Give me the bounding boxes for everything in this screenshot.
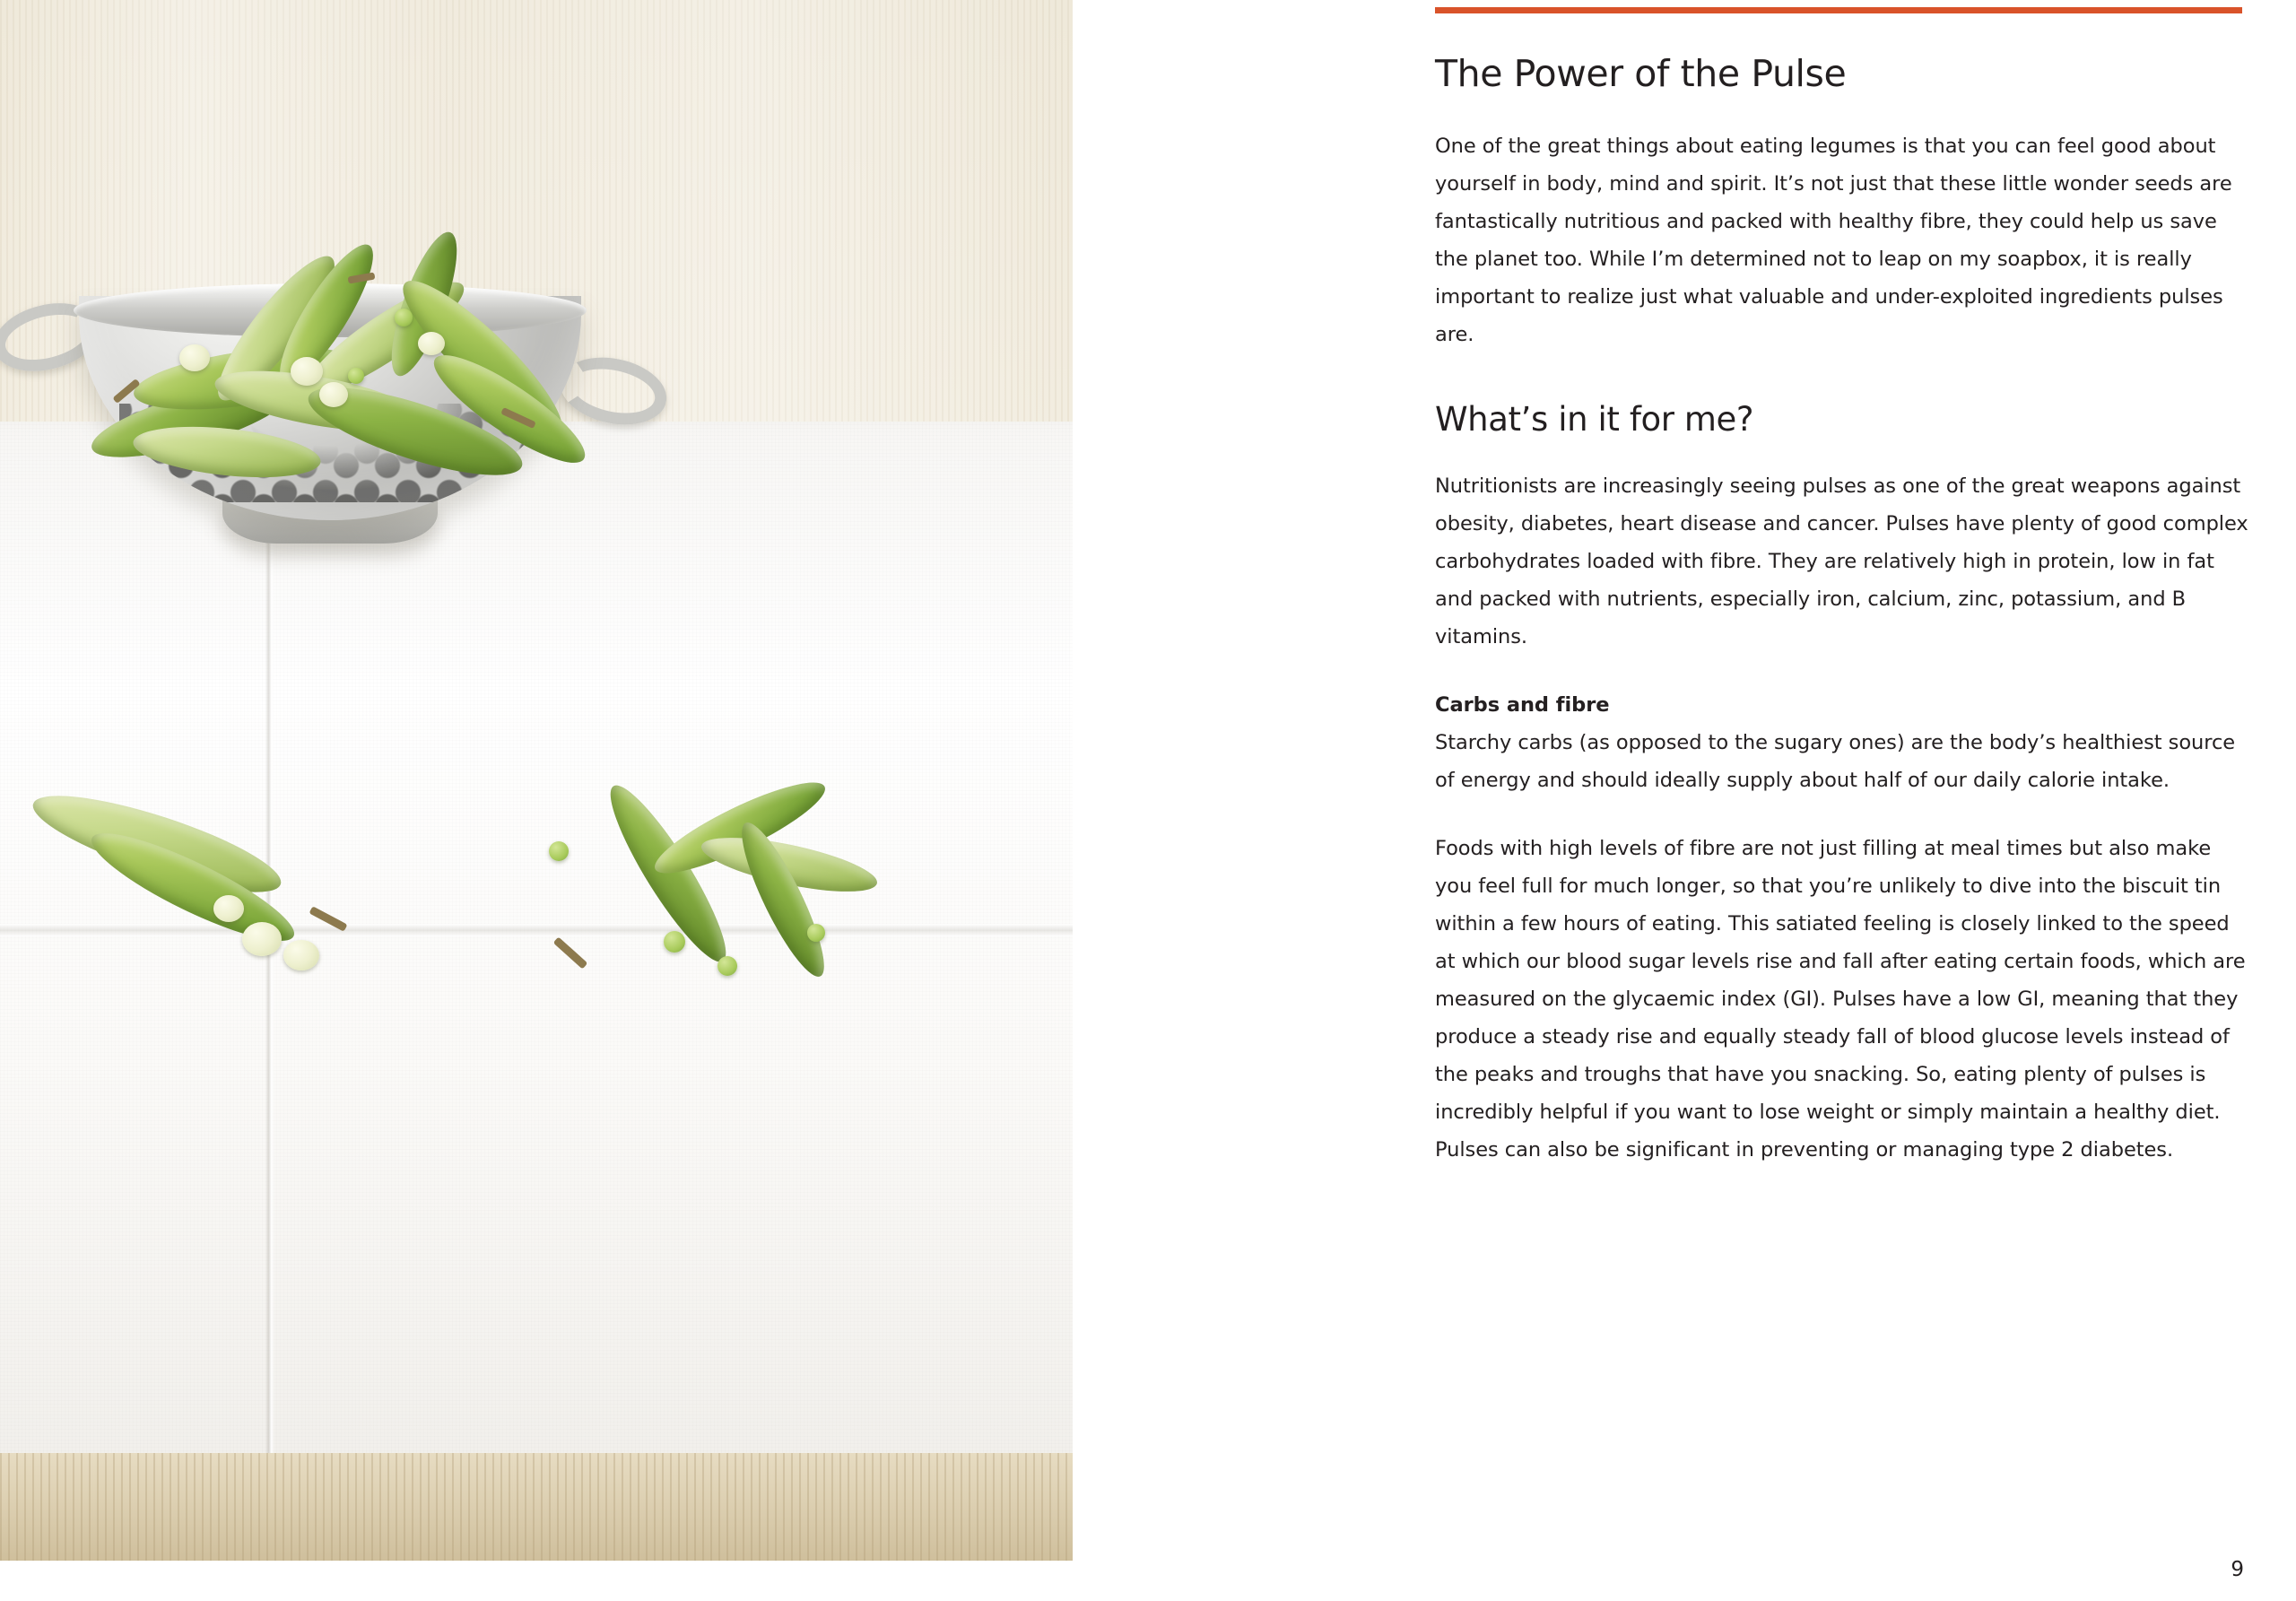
page-right-text	[1073, 0, 2296, 1601]
pods-on-cloth-left	[18, 798, 395, 996]
pod-stem	[309, 906, 347, 932]
page-title: The Power of the Pulse	[1435, 52, 1847, 95]
pea	[549, 841, 569, 861]
intro-paragraph: One of the great things about eating legumes is that you can feel good about yourself in body, mind and spirit. It’s not just that these little wonder seeds are fantastically nutritious and packed with healthy fibre, they could help us save the planet too. While I’m determined not to leap on my soapbox, it is really important to realize just what valuable and under-exploited ingredients pulses are.	[1435, 135, 2232, 346]
broad-bean	[291, 357, 323, 386]
broad-bean	[283, 940, 319, 970]
article-body	[1435, 52, 2249, 1199]
pea	[664, 931, 685, 953]
page-number: 9	[2231, 1558, 2244, 1581]
broad-bean	[319, 382, 348, 407]
subsection-paragraph-1: Starchy carbs (as opposed to the sugary ones) are the body’s healthiest source of energy and should ideally supply about half of our daily calorie intake.	[1435, 731, 2236, 792]
pea-pod	[728, 814, 837, 984]
page-left-photo	[0, 0, 1073, 1601]
subsection-run-in-heading	[1435, 686, 2249, 724]
broad-bean	[179, 344, 210, 371]
section-heading: What’s in it for me?	[1435, 400, 1754, 439]
pea	[807, 924, 825, 942]
pod-stem	[553, 936, 588, 969]
wooden-table-strip	[0, 1453, 1073, 1561]
pea	[348, 368, 364, 384]
pea	[718, 956, 737, 976]
broad-bean-pod	[131, 419, 323, 485]
photo-colander-of-broad-beans-and-pea-pods	[0, 0, 1073, 1561]
accent-rule	[1435, 7, 2242, 13]
broad-bean	[418, 332, 445, 355]
broad-bean	[213, 895, 244, 922]
pea	[395, 309, 413, 326]
broad-bean	[242, 922, 282, 956]
section-paragraph: Nutritionists are increasingly seeing pulses as one of the great weapons against obesity, diabetes, heart disease and cancer. Pulses have plenty of good complex carbohydrates loaded with fibre. They are relatively high in protein, low in fat and packed with nutrients, especially iron, calcium, zinc, potassium, and B vitamins.	[1435, 474, 2248, 648]
run-in-heading-text: Carbs and fibre	[1435, 693, 1610, 717]
subsection-paragraph-2: Foods with high levels of fibre are not just filling at meal times but also make you feel full for much longer, so that you’re unlikely to dive into the biscuit tin within a few hours of eating. This satiated feeling is closely linked to the speed at which our blood sugar levels rise and fall after eating certain foods, which are measured on the glycaemic index (GI). Pulses have a low GI, meaning that they produce a steady rise and equally steady fall of blood glucose levels instead of the peaks and troughs that have you snacking. So, eating plenty of pulses is incredibly helpful if you want to lose weight or simply maintain a healthy diet. Pulses can also be significant in preventing or managing type 2 diabetes.	[1435, 837, 2246, 1162]
pods-on-cloth-right	[538, 798, 969, 1031]
pod-pile-in-colander	[79, 269, 581, 484]
